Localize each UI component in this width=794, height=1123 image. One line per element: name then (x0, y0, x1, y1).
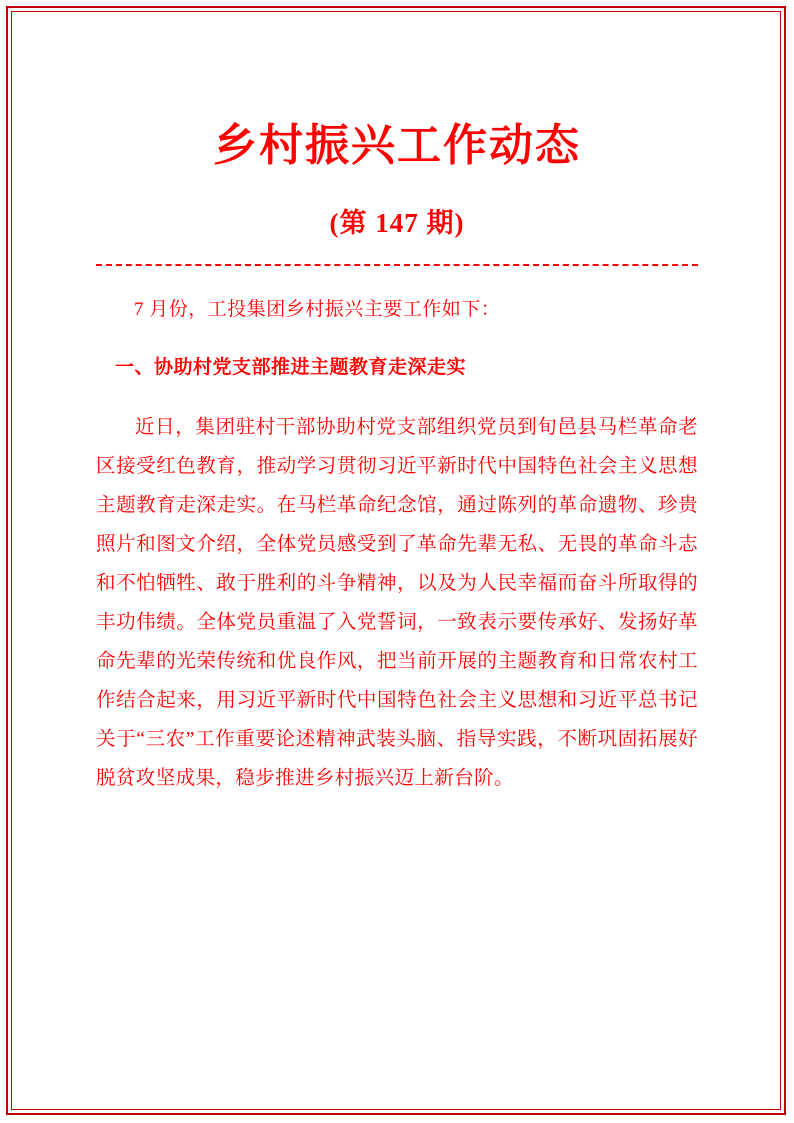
lead-paragraph: 7 月份，工投集团乡村振兴主要工作如下： (134, 298, 501, 320)
issue-number: (第 147 期) (329, 207, 465, 238)
horizontal-divider (96, 264, 698, 266)
section-heading-1: 一、协助村党支部推进主题教育走深走实 (115, 356, 467, 378)
page-title: 乡村振兴工作动态 (213, 121, 581, 170)
document-body (96, 120, 698, 798)
body-paragraph-1: 近日，集团驻村干部协助村党支部组织党员到旬邑县马栏革命老区接受红色教育，推动学习贯彻习近平新时代中国特色社会主义思想主题教育走深走实。在马栏革命纪念馆，通过陈列的革命遗物、珍贵照片和图文介绍，全体党员感受到了革命先辈无私、无畏的革命斗志和不怕牺牲、敢于胜利的斗争精神，以及为人民幸福而奋斗所取得的丰功伟绩。全体党员重温了入党誓词，一致表示要传承好、发扬好革命先辈的光荣传统和优良作风，把当前开展的主题教育和日常农村工作结合起来，用习近平新时代中国特色社会主义思想和习近平总书记关于“三农”工作重要论述精神武装头脑、指导实践，不断巩固拓展好脱贫攻坚成果，稳步推进乡村振兴迈上新台阶。 (96, 416, 698, 789)
